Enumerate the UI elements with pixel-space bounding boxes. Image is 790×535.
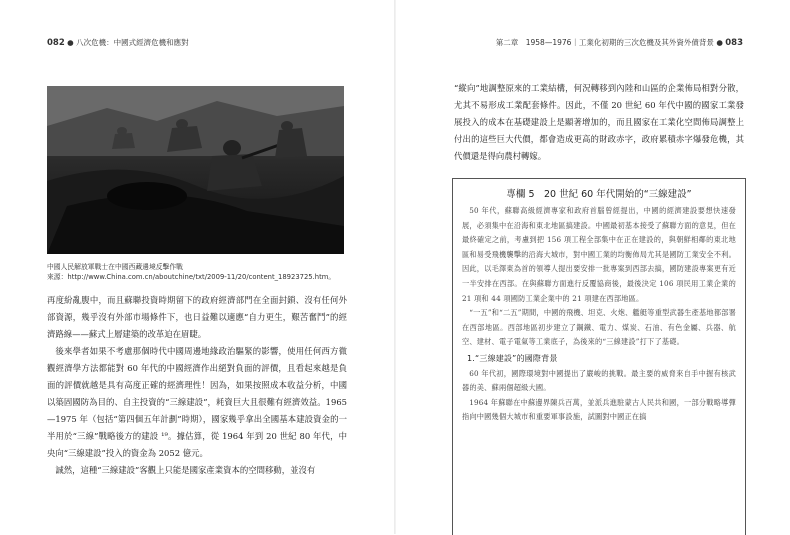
soldier-body-4	[112, 133, 135, 149]
photo-dark-rock	[107, 182, 187, 210]
sidebar-column-box	[452, 178, 746, 535]
left-book-title: 八次危機：中國式經濟危機和應對	[76, 38, 189, 47]
left-page-number: 082	[47, 38, 65, 48]
right-page-number: 083	[725, 38, 743, 48]
box-body	[453, 200, 745, 425]
book-gutter	[394, 0, 396, 534]
caption-line-1: 中國人民解放軍戰士在中國西藏邊境反擊作戰	[47, 263, 183, 271]
left-paragraph-3: 誠然，這種“三線建設”客觀上只能是國家產業資本的空間移動，並沒有	[55, 465, 316, 475]
right-paragraph-1: “縱向”地調整原來的工業結構，何況轉移到內陸和山區的企業佈局相對分散，尤其不易形成工業配套條件。因此，不僅 20 世紀 60 年代中國的國家工業發展投入的成本在基礎建設上是顯著增加的，而且國家在工業化空間佈局調整上付出的這些巨大代價，都會造成更高的財政赤字，政府累積赤字爆發危機，其代價還是得向農村轉嫁。	[454, 83, 744, 161]
soldier-head-1	[223, 140, 241, 156]
left-paragraph-1: 再度紛亂腹中，而且蘇聯投資時期留下的政府經濟部門在全面封鎖、沒有任何外部資源，幾乎沒有外部市場條件下，也日益難以適應“自力更生，艱苦奮鬥”的經濟路線——蘇式上層建築的改革迫在眉睫。	[47, 295, 347, 339]
right-chapter-title: 第二章 1958—1976｜工業化初期的三次危機及其外資外債背景	[495, 38, 714, 47]
left-running-header	[47, 37, 189, 48]
right-header-dot: ●	[716, 38, 726, 47]
photo-caption	[47, 262, 347, 282]
box-title: 專欄 5 20 世紀 60 年代開始的“三線建設”	[506, 189, 692, 200]
right-page-body	[454, 80, 744, 165]
left-page-body	[47, 292, 347, 479]
box-paragraph-4: 1964 年蘇聯在中蘇邊界陳兵百萬，並派兵進駐蒙古人民共和國，一部分戰略導彈指向中國幾個大城市和重要軍事設施，試圖對中國正在搞	[462, 397, 736, 422]
caption-source: 來源：http://www.China.com.cn/aboutchine/txt/2009-11/20/content_18923725.htm。	[47, 273, 336, 281]
box-subheading: 1.“三線建設”的國際背景	[467, 353, 558, 363]
soldier-body-3	[275, 128, 307, 158]
historical-photo	[47, 86, 344, 254]
left-paragraph-2: 後來學者如果不考慮那個時代中國周邊地緣政治驅緊的影響，使用任何西方微觀經濟學方法都能對 60 年代的中國經濟作出絕對負面的評價，且看起來越是負面的評價就越是具有高度正確的經濟理性！因為，如果按照成本收益分析，中國以築固國防為目的、自主投資的“三線建設”，耗資巨大且很難有經濟效益。1965—1975 年（包括“第四個五年計劃”時期），國家幾乎拿出全國基本建設資金的一半用於“三線”戰略後方的建設 ¹⁹。據估算，從 1964 年到 20 世紀 80 年代，中央向“三線建設”投入的資金為 2052 億元。	[47, 346, 347, 458]
soldier-body-1	[207, 154, 262, 191]
box-paragraph-2: “一五”和“二五”期間，中國的飛機、坦克、火炮、艦艇等重型武器生產基地都部署在西部地區。西部地區初步建立了鋼鐵、電力、煤炭、石油、有色金屬、兵器、航空、建材、電子電氣等工業底子，為後來的“三線建設”打下了基礎。	[462, 308, 736, 347]
photo-illustration	[47, 86, 344, 254]
box-paragraph-3: 60 年代初，國際環境對中國提出了嚴峻的挑戰。最主要的威脅來自手中握有核武器的美、蘇兩個超級大國。	[462, 368, 736, 393]
right-running-header	[496, 37, 743, 48]
box-paragraph-1: 50 年代，蘇聯高級經濟專家和政府首腦曾經提出，中國的經濟建設要想快速發展，必須集中在沿海和東北地區搞建設。中國最初基本接受了蘇聯方面的意見，但在最終確定之前，考慮到把 156 項工程全部集中在正在建設的，與朝鮮相鄰的東北地區和易受飛機襲擊的沿海大城市，對中國工業的均衡佈局尤其是國防工業安全不利。因此，以毛澤東為首的領導人提出要安排一批專案到西部去搞，國防建設專案更有近一半安排在西部。在與蘇聯方面進行反覆協商後，最後決定 106 項民用工業企業的 21 項和 44 項國防工業企業中的 21 項建在西部地區。	[462, 206, 736, 303]
soldier-body-2	[167, 126, 202, 152]
left-header-dot: ●	[67, 38, 77, 47]
